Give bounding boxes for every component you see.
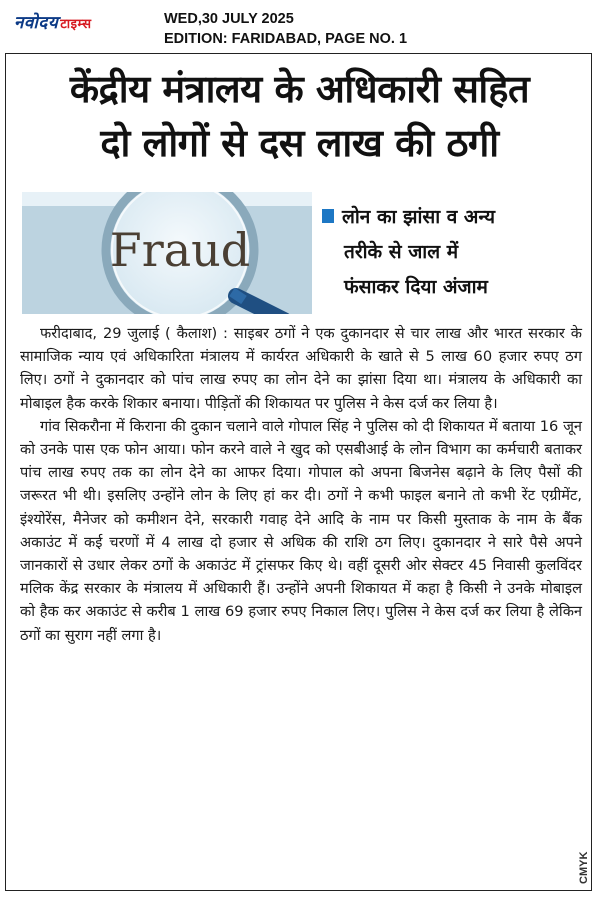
fraud-magnifier-photo	[22, 192, 312, 314]
cmyk-mark	[576, 842, 590, 886]
subhead-line-2: तरीके से जाल में	[344, 241, 459, 263]
magnifier-illustration	[22, 192, 312, 314]
subhead-line-1: लोन का झांसा व अन्य	[342, 206, 496, 228]
subheadline	[322, 200, 584, 305]
headline-line-2: दो लोगों से दस लाख की ठगी	[100, 121, 499, 165]
edition-line: EDITION: FARIDABAD, PAGE NO. 1	[164, 31, 408, 47]
newspaper-logo	[14, 10, 92, 33]
logo-text: नवोदय	[14, 13, 59, 33]
subhead-line-3: फंसाकर दिया अंजाम	[344, 276, 488, 298]
headline	[12, 62, 587, 170]
cmyk-label: CMYK	[578, 851, 590, 884]
photo-word: Fraud	[109, 223, 251, 277]
headline-line-1: केंद्रीय मंत्रालय के अधिकारी सहित	[69, 67, 530, 111]
square-bullet-icon	[322, 209, 334, 223]
masthead	[0, 0, 599, 52]
article-paragraph-1: फरीदाबाद, 29 जुलाई ( कैलाश) : साइबर ठगों ने एक दुकानदार से चार लाख और भारत सरकार के सामाजिक न्याय एवं अधिकारिता मंत्रालय में कार्यरत अधिकारी के खाते से 5 लाख 60 हजार रुपए ठग लिए। ठगों ने दुकानदार को पांच लाख रुपए का लोन देने का झांसा दिया था। मंत्रालय के अधिकारी का मोबाइल हैक करके शिकार बनाया। पीड़ितों की शिकायत पर पुलिस ने केस दर्ज कर लिया है।	[20, 325, 582, 412]
article-body	[20, 322, 582, 647]
edition-meta	[164, 9, 407, 49]
date-line: WED,30 JULY 2025	[164, 11, 294, 27]
article-paragraph-2: गांव सिकरौना में किराना की दुकान चलाने वाले गोपाल सिंह ने पुलिस को दी शिकायत में बताया 16 जून को उनके पास एक फोन आया। फोन करने वाले ने खुद को एसबीआई के लोन विभाग का कर्मचारी बताकर पांच लाख रुपए तक का लोन देने का आफर दिया। गोपाल को अपना बिजनेस बढ़ाने के लिए पैसों की जरूरत भी थी। इसलिए उन्होंने लोन के लिए हां कर दी। ठगों ने कभी फाइल बनाने तो कभी रेंट एग्रीमेंट, इंश्योरेंस, मैनेजर को कमीशन देने, सरकारी गवाह देने आदि के नाम पर किसी मुस्ताक के नाम के बैंक अकाउंट में कई चरणों में 4 लाख दो हजार से अधिक की राशि ठग लिए। दुकानदार ने सारे पैसे अपने जानकारों से उधार लेकर ठगों के अकाउंट में ट्रांसफर किए थे। वहीं दूसरी ओर सेक्टर 45 निवासी कुलविंदर मलिक केंद्र सरकार के मंत्रालय में अधिकारी हैं। उन्होंने अपनी शिकायत में कहा है किसी ने उनके मोबाइल को हैक कर अकाउंट से करीब 1 लाख 69 हजार रुपए निकाल लिए। पुलिस ने केस दर्ज कर लिया है लेकिन ठगों का सुराग नहीं लगा है।	[20, 417, 582, 644]
logo-suffix: टाइम्स	[60, 17, 92, 32]
